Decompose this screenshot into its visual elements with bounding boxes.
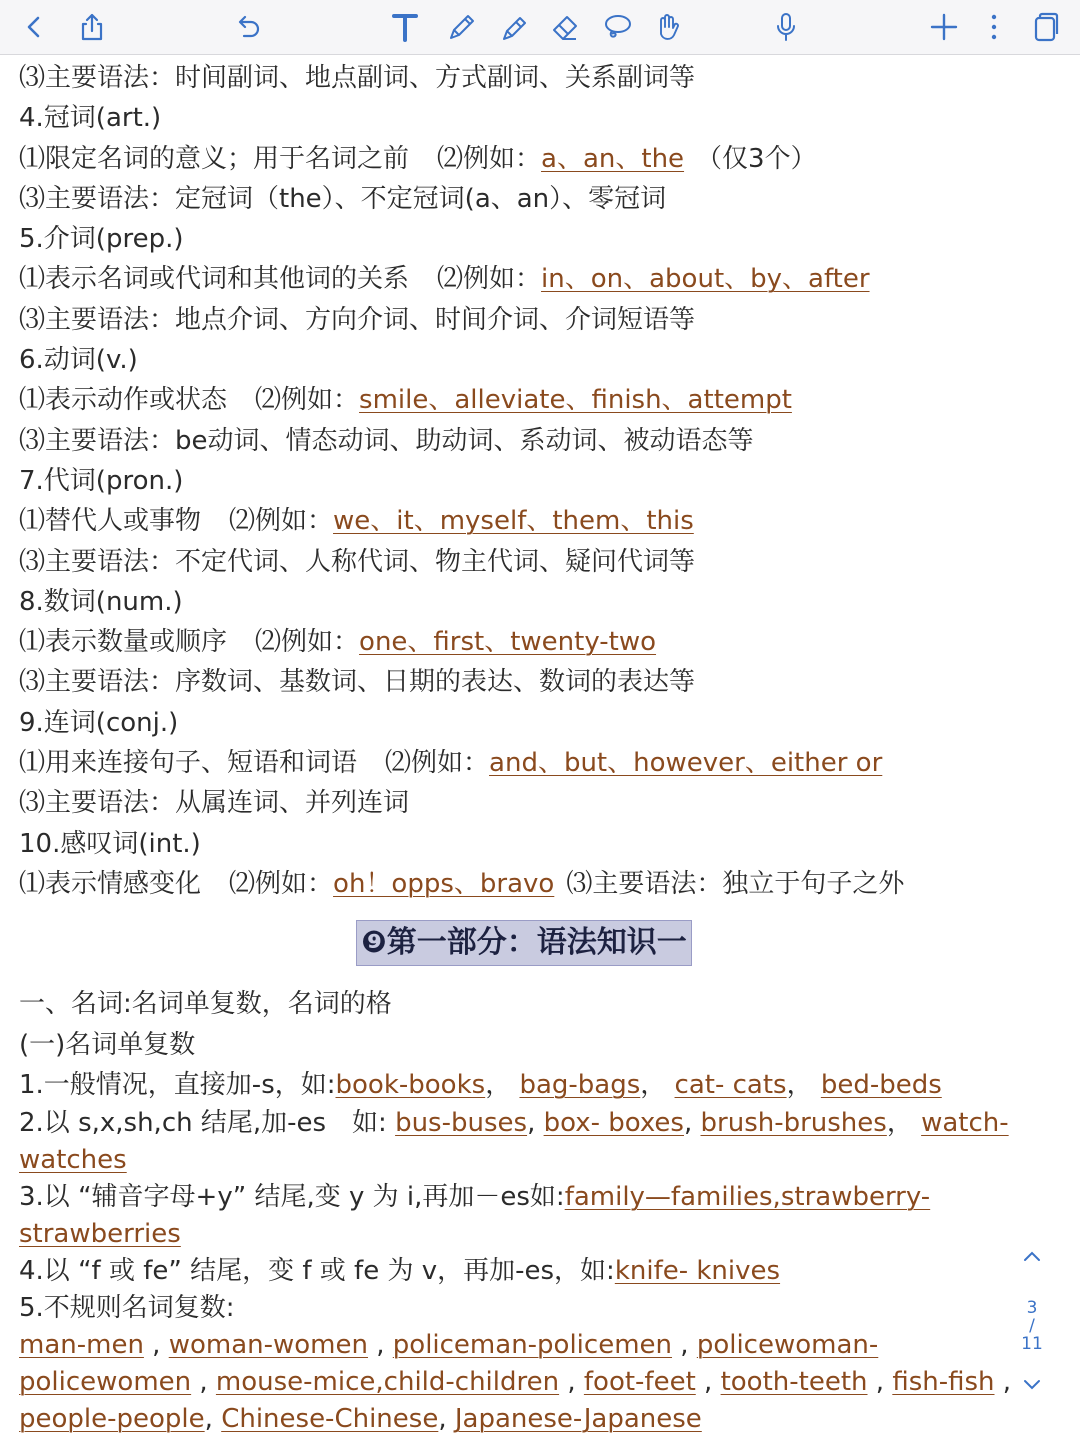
example-link[interactable]: in、on、about、by、after <box>541 264 870 295</box>
example-link[interactable]: woman-women <box>168 1330 368 1361</box>
content-line: 10.感叹词(int.) <box>19 828 201 859</box>
example-label: ⑵例如： <box>229 506 334 537</box>
line-suffix: （仅3个） <box>696 143 817 174</box>
content-line: ⑶主要语法：时间副词、地点副词、方式副词、关系副词等 <box>19 63 696 93</box>
example-link[interactable]: a、an、the <box>541 143 685 174</box>
lasso-icon[interactable] <box>595 6 639 48</box>
example-link[interactable]: we、it、myself、them、this <box>333 506 694 537</box>
page-separator: / <box>1029 1316 1035 1336</box>
example-link[interactable]: bus-buses <box>395 1108 528 1139</box>
example-link[interactable]: family—families,strawberry- <box>564 1182 931 1213</box>
line-desc: ⑴替代人或事物 <box>19 506 202 537</box>
line-desc: ⑴表示名词或代词和其他词的关系 <box>19 264 410 295</box>
example-link[interactable]: cat- cats <box>674 1069 787 1100</box>
example-link[interactable]: policeman-policemen <box>392 1330 673 1361</box>
irregular-line-3: people-people, Chinese-Chinese, Japanese-Japanese <box>19 1404 702 1435</box>
add-icon[interactable] <box>922 6 966 48</box>
example-link[interactable]: and、but、however、either or <box>489 748 883 779</box>
rule-5: 5.不规则名词复数: <box>19 1293 235 1324</box>
example-link[interactable]: fish-fish <box>892 1367 995 1398</box>
example-label: ⑵例如： <box>385 748 490 779</box>
noun-title: 一、名词:名词单复数，名词的格 <box>19 989 392 1020</box>
undo-icon[interactable] <box>226 6 270 48</box>
example-label: ⑵例如： <box>437 264 542 295</box>
example-link[interactable]: bag-bags <box>519 1069 641 1100</box>
rule-4: 4.以 “f 或 fe” 结尾，变 f 或 fe 为 v，再加-es，如:knife- knives <box>19 1256 781 1287</box>
back-chevron-icon[interactable] <box>12 6 56 48</box>
example-label: ⑵例如： <box>229 868 334 899</box>
highlighter-icon[interactable] <box>492 6 536 48</box>
example-link[interactable]: brush-brushes <box>700 1108 887 1139</box>
rule-3: 3.以 “辅音字母+y” 结尾,变 y 为 i,再加－es如:family—families,strawberry- <box>19 1182 931 1213</box>
content-line <box>19 139 1029 179</box>
content-line: ⑶主要语法：不定代词、人称代词、物主代词、疑问代词等 <box>19 546 696 577</box>
content-line <box>19 501 1029 541</box>
content-line <box>19 259 1029 299</box>
example-link[interactable]: bed-beds <box>820 1069 942 1100</box>
example-link[interactable]: policewomen <box>19 1367 192 1398</box>
hand-icon[interactable] <box>646 6 690 48</box>
rule-1: 1.一般情况，直接加-s，如:book-books， bag-bags， cat- cats， bed-beds <box>19 1069 942 1100</box>
content-line: 9.连词(conj.) <box>19 707 179 738</box>
content-line <box>19 380 1029 420</box>
example-link[interactable]: Japanese-Japanese <box>454 1404 702 1435</box>
noun-section <box>19 984 1029 1438</box>
example-link[interactable]: people-people <box>19 1404 205 1435</box>
example-link[interactable]: mouse-mice,child-children <box>215 1367 560 1398</box>
content-line: ⑶主要语法：序数词、基数词、日期的表达、数词的表达等 <box>19 667 696 698</box>
page-up-icon[interactable] <box>1002 1245 1062 1274</box>
rule-2: 2.以 s,x,sh,ch 结尾,加-es 如: bus-buses, box- boxes, brush-brushes， watch- <box>19 1108 1009 1139</box>
eraser-icon[interactable] <box>543 6 587 48</box>
noun-subtitle: (一)名词单复数 <box>19 1029 196 1060</box>
example-link[interactable]: tooth-teeth <box>720 1367 868 1398</box>
line-desc: ⑴限定名词的意义；用于名词之前 <box>19 143 410 174</box>
section-heading: ❾第一部分：语法知识一 <box>356 920 691 966</box>
share-icon[interactable] <box>70 6 114 48</box>
pos-list <box>19 58 1029 904</box>
content-line: 8.数词(num.) <box>19 586 183 617</box>
content-line: 5.介词(prep.) <box>19 224 184 255</box>
irregular-line-2: policewomen , mouse-mice,child-children , foot-feet , tooth-teeth , fish-fish , <box>19 1367 1012 1398</box>
line-desc: ⑴表示动作或状态 <box>19 385 228 416</box>
example-link[interactable]: Chinese-Chinese <box>221 1404 439 1435</box>
content-line: 4.冠词(art.) <box>19 103 162 134</box>
example-link[interactable]: policewoman- <box>696 1330 879 1361</box>
more-icon[interactable] <box>972 6 1016 48</box>
example-link[interactable]: man-men <box>19 1330 144 1361</box>
example-label: ⑵例如： <box>437 143 542 174</box>
content-line: 7.代词(pron.) <box>19 465 184 496</box>
text-tool-icon[interactable] <box>383 6 427 48</box>
example-link[interactable]: strawberries <box>19 1219 181 1250</box>
example-link[interactable]: book-books <box>335 1069 486 1100</box>
example-link[interactable]: knife- knives <box>614 1256 781 1287</box>
line-desc: ⑴用来连接句子、短语和词语 <box>19 748 358 779</box>
microphone-icon[interactable] <box>764 6 808 48</box>
irregular-line-1: man-men , woman-women , policeman-policemen , policewoman- <box>19 1330 879 1361</box>
toolbar <box>0 0 1080 55</box>
pages-icon[interactable] <box>1022 6 1066 48</box>
current-page: 3 <box>1026 1298 1038 1318</box>
content-line: ⑶主要语法：从属连词、并列连词 <box>19 788 410 819</box>
pen-icon[interactable] <box>440 6 484 48</box>
content-line <box>19 864 1029 904</box>
section-heading-wrap <box>19 908 1029 978</box>
example-link[interactable]: box- boxes <box>543 1108 684 1139</box>
rule-3-cont <box>19 1216 1029 1253</box>
line-desc: ⑴表示数量或顺序 <box>19 627 228 658</box>
example-link[interactable]: smile、alleviate、finish、attempt <box>359 385 792 416</box>
example-link[interactable]: watches <box>19 1145 127 1176</box>
note-content <box>19 58 1029 1438</box>
total-pages: 11 <box>1021 1334 1043 1354</box>
example-label: ⑵例如： <box>255 627 360 658</box>
content-line <box>19 743 1029 783</box>
example-link[interactable]: one、first、twenty-two <box>359 627 657 658</box>
content-line <box>19 622 1029 662</box>
example-link[interactable]: foot-feet <box>583 1367 696 1398</box>
example-link[interactable]: watch- <box>921 1108 1009 1139</box>
content-line: ⑶主要语法：地点介词、方向介词、时间介词、介词短语等 <box>19 304 696 335</box>
example-link[interactable]: oh！opps、bravo <box>333 868 555 899</box>
page-down-icon[interactable] <box>1002 1372 1062 1401</box>
rule-2-cont <box>19 1142 1029 1179</box>
content-line: 6.动词(v.) <box>19 345 138 376</box>
page-indicator <box>1002 1245 1062 1401</box>
line-desc: ⑴表示情感变化 <box>19 868 202 899</box>
content-line: ⑶主要语法：定冠词（the）、不定冠词(a、an）、零冠词 <box>19 183 667 214</box>
content-line: ⑶主要语法：be动词、情态动词、助动词、系动词、被动语态等 <box>19 425 754 456</box>
line-suffix: ⑶主要语法：独立于句子之外 <box>566 868 905 899</box>
example-label: ⑵例如： <box>255 385 360 416</box>
